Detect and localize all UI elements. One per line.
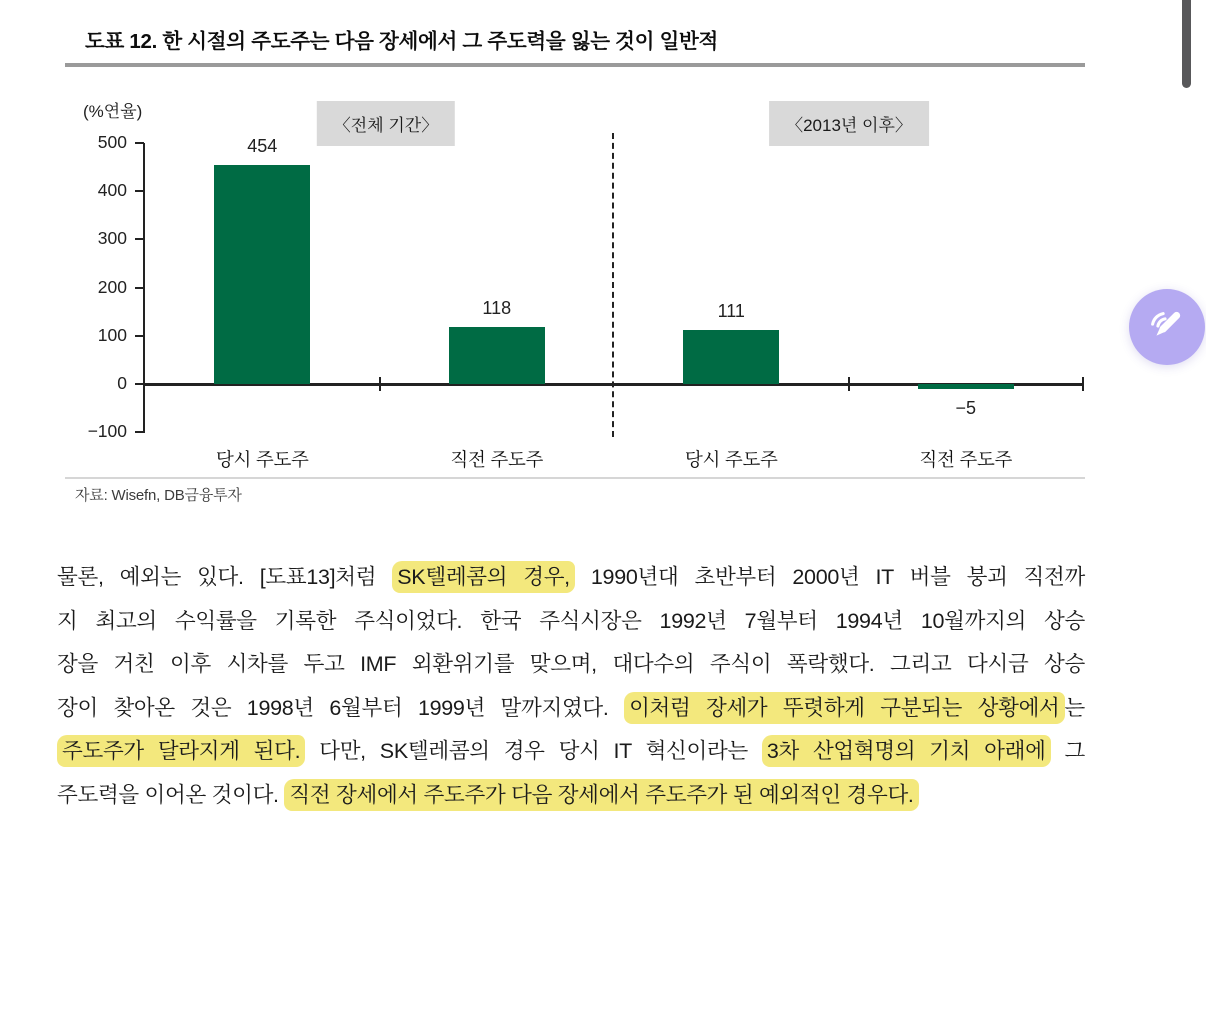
bar-value-label: 111	[717, 301, 745, 322]
bar-value-label: −5	[955, 397, 977, 418]
highlighted-text: 3차 산업혁명의 기치 아래에	[762, 735, 1051, 767]
x-axis-tick	[848, 377, 850, 391]
y-axis-tick-label: 100	[97, 324, 127, 345]
category-label: 당시 주도주	[684, 449, 778, 470]
y-axis-tick	[135, 142, 144, 144]
annotate-button[interactable]	[1129, 289, 1205, 365]
text-run: 장이 찾아온 것은 1998년 6월부터 1999년 말까지였다.	[57, 695, 625, 720]
x-axis-tick	[1082, 377, 1084, 391]
paragraph-line	[57, 556, 1085, 600]
figure-title: 도표 12. 한 시절의 주도주는 다음 장세에서 그 주도력을 잃는 것이 일반적	[85, 30, 719, 53]
y-axis-tick-label: 500	[97, 132, 127, 152]
y-axis-tick	[135, 431, 144, 433]
y-axis-tick-label: 0	[117, 373, 127, 393]
source-divider	[65, 477, 1085, 479]
y-axis-tick	[135, 287, 144, 289]
y-axis-tick-label: −100	[87, 421, 127, 442]
text-run: 지 최고의 수익률을 기록한 주식이었다. 한국 주식시장은 1992년 7월부터 1994년 10월까지의 상승	[57, 608, 1085, 633]
category-label: 당시 주도주	[215, 449, 309, 470]
pencil-wave-icon	[1144, 304, 1190, 350]
text-run: 는	[1064, 695, 1086, 720]
y-axis-tick	[135, 383, 144, 385]
text-run: 1990년대 초반부터 2000년 IT 버블 붕괴 직전까	[574, 565, 1085, 589]
text-run: 주도력을 이어온 것이다.	[57, 782, 285, 807]
paragraph-line	[57, 643, 1085, 687]
bar	[449, 327, 545, 384]
y-axis-tick	[135, 335, 144, 337]
text-run: 장을 거친 이후 시차를 두고 IMF 외환위기를 맞으며, 대다수의 주식이 폭락했다. 그리고 다시금 상승	[57, 652, 1085, 676]
highlighted-text: SK텔레콤의 경우,	[392, 561, 575, 593]
bar	[918, 384, 1014, 389]
bar-value-label: 118	[482, 298, 512, 319]
y-axis-tick	[135, 238, 144, 240]
category-label: 직전 주도주	[919, 449, 1013, 470]
text-run: 물론, 예외는 있다. [도표13]처럼	[57, 565, 393, 589]
body-paragraph	[57, 556, 1085, 817]
y-axis-tick-label: 200	[97, 276, 127, 297]
text-run: 그	[1050, 739, 1085, 763]
highlighted-text: 이처럼 장세가 뚜렷하게 구분되는 상황에서	[624, 692, 1064, 724]
highlighted-text: 주도주가 달라지게 된다.	[57, 735, 305, 767]
panel-label: 〈2013년 이후〉	[769, 101, 929, 146]
bar-value-label: 454	[247, 136, 278, 157]
paragraph-line	[57, 687, 1085, 731]
paragraph-line	[57, 774, 1085, 818]
bar	[214, 165, 310, 384]
text-run: 다만, SK텔레콤의 경우 당시 IT 혁신이라는	[305, 739, 762, 763]
panel-label: 〈전체 기간〉	[317, 101, 455, 146]
paragraph-line	[57, 730, 1085, 774]
panel-divider-dashed-line	[612, 133, 614, 437]
source-note: 자료: Wisefn, DB금융투자	[75, 487, 242, 504]
y-axis-tick	[135, 190, 144, 192]
x-axis-tick	[379, 377, 381, 391]
paragraph-line	[57, 600, 1085, 644]
bar	[683, 330, 779, 384]
y-axis-unit-label: (%연율)	[83, 102, 143, 121]
category-label: 직전 주도주	[450, 449, 544, 470]
y-axis-tick-label: 400	[97, 180, 127, 201]
highlighted-text: 직전 장세에서 주도주가 다음 장세에서 주도주가 된 예외적인 경우다.	[284, 779, 918, 811]
y-axis-tick-label: 300	[97, 228, 127, 249]
